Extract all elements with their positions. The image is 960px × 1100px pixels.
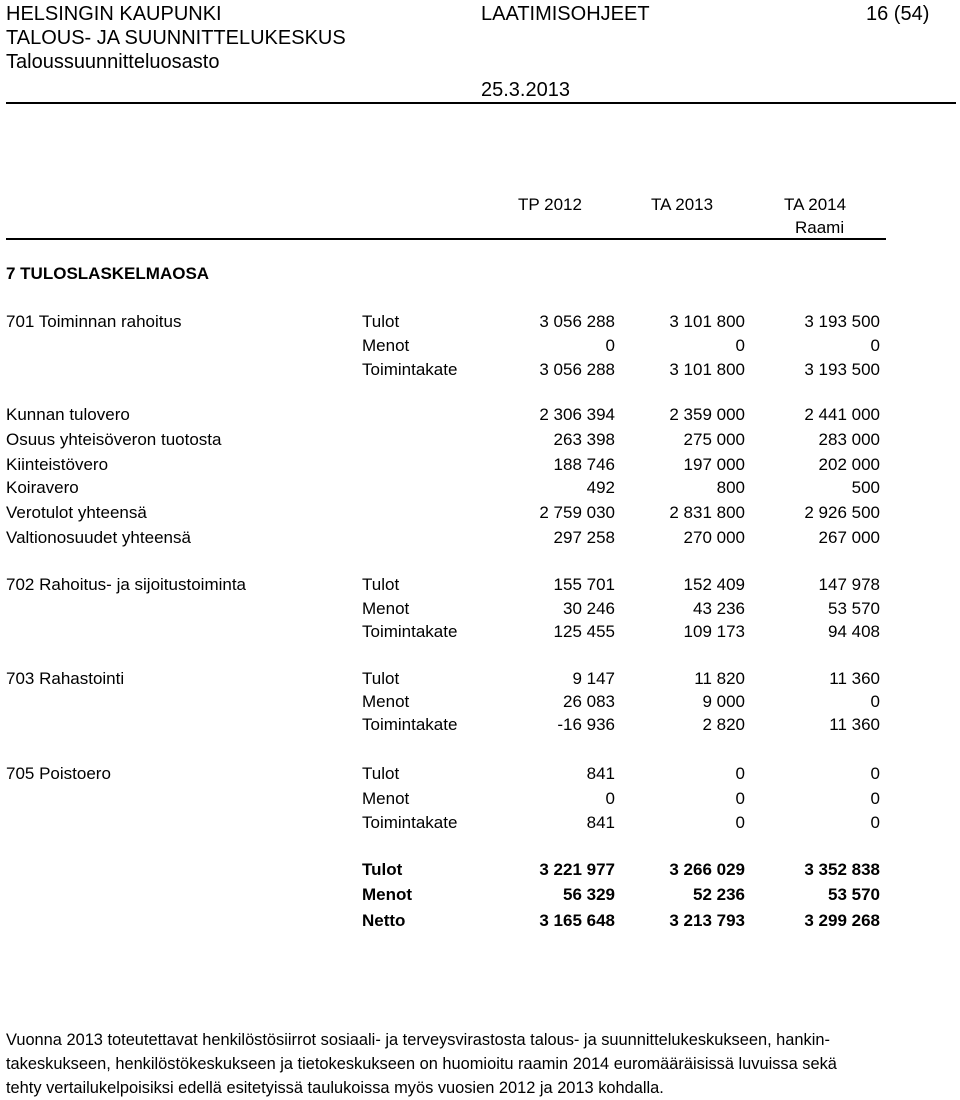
value-tp2012: 0 — [605, 336, 615, 355]
total-tp2012: 3 165 648 — [539, 911, 615, 930]
value-ta2014: 0 — [870, 336, 880, 355]
section-title: 7 TULOSLASKELMAOSA — [6, 264, 210, 283]
value-ta2014: 283 000 — [818, 430, 880, 449]
row-kind: Menot — [362, 692, 410, 711]
value-tp2012: 30 246 — [563, 599, 615, 618]
value-tp2012: 492 — [586, 478, 615, 497]
org-unit: Taloussuunnitteluosasto — [6, 51, 220, 73]
value-ta2013: 3 101 800 — [669, 312, 745, 331]
org-department: TALOUS- JA SUUNNITTELUKESKUS — [6, 27, 346, 49]
value-ta2014: 3 193 500 — [804, 360, 880, 379]
value-tp2012: 297 258 — [553, 528, 615, 547]
value-ta2014: 0 — [870, 764, 880, 783]
row-label: Osuus yhteisöveron tuotosta — [6, 430, 222, 449]
total-ta2013: 3 213 793 — [669, 911, 745, 930]
footer-line: takeskukseen, henkilöstökeskukseen ja tietokeskukseen on huomioitu raamin 2014 euromääräisissä luvuissa sekä — [6, 1055, 837, 1073]
value-ta2013: 2 359 000 — [669, 405, 745, 424]
row-kind: Tulot — [362, 312, 400, 331]
row-kind: Toimintakate — [362, 813, 458, 832]
value-tp2012: 2 759 030 — [539, 503, 615, 522]
row-kind: Toimintakate — [362, 715, 458, 734]
total-ta2013: 3 266 029 — [669, 860, 745, 879]
value-ta2014: 11 360 — [829, 669, 880, 688]
row-kind: Toimintakate — [362, 360, 458, 379]
value-ta2014: 3 193 500 — [804, 312, 880, 331]
value-ta2014: 202 000 — [818, 455, 880, 474]
value-tp2012: 3 056 288 — [539, 312, 615, 331]
row-kind: Toimintakate — [362, 622, 458, 641]
row-label: 703 Rahastointi — [6, 669, 125, 688]
value-ta2013: 2 820 — [702, 715, 745, 734]
value-ta2013: 275 000 — [683, 430, 745, 449]
value-tp2012: 9 147 — [572, 669, 615, 688]
row-label: Kiinteistövero — [6, 455, 109, 474]
value-ta2013: 3 101 800 — [669, 360, 745, 379]
value-ta2013: 11 820 — [694, 669, 745, 688]
org-name: HELSINGIN KAUPUNKI — [6, 3, 222, 25]
value-tp2012: 263 398 — [553, 430, 615, 449]
value-ta2014: 0 — [870, 813, 880, 832]
value-ta2014: 11 360 — [829, 715, 880, 734]
value-ta2013: 0 — [735, 813, 745, 832]
row-label: 705 Poistoero — [6, 764, 111, 783]
document-title: LAATIMISOHJEET — [481, 3, 650, 25]
value-ta2013: 152 409 — [683, 575, 745, 594]
total-ta2014: 53 570 — [828, 885, 880, 904]
row-label: Kunnan tulovero — [6, 405, 130, 424]
footer-line: Vuonna 2013 toteutettavat henkilöstösiirrot sosiaali- ja terveysvirastosta talous- ja suunnittelukeskukseen, hankin- — [6, 1031, 830, 1049]
value-ta2014: 94 408 — [828, 622, 880, 641]
page-number: 16 (54) — [866, 3, 930, 25]
value-tp2012: 841 — [586, 764, 615, 783]
value-tp2012: 3 056 288 — [539, 360, 615, 379]
total-ta2014: 3 352 838 — [804, 860, 880, 879]
value-tp2012: 188 746 — [553, 455, 615, 474]
value-ta2013: 270 000 — [683, 528, 745, 547]
row-label: Valtionosuudet yhteensä — [6, 528, 191, 547]
row-label: 701 Toiminnan rahoitus — [6, 312, 182, 331]
col-header-tp2012: TP 2012 — [518, 195, 582, 214]
value-ta2014: 267 000 — [818, 528, 880, 547]
value-tp2012: 155 701 — [553, 575, 615, 594]
row-label: 702 Rahoitus- ja sijoitustoiminta — [6, 575, 247, 594]
value-tp2012: 0 — [605, 789, 615, 808]
value-ta2013: 2 831 800 — [669, 503, 745, 522]
value-tp2012: -16 936 — [557, 715, 615, 734]
value-tp2012: 2 306 394 — [539, 405, 615, 424]
col-header-ta2013: TA 2013 — [651, 195, 714, 214]
footer-note — [6, 1028, 956, 1100]
col-header-ta2014-sub: Raami — [795, 218, 845, 237]
value-ta2014: 2 441 000 — [804, 405, 880, 424]
value-ta2014: 500 — [851, 478, 880, 497]
row-kind: Tulot — [362, 669, 400, 688]
total-ta2014: 3 299 268 — [804, 911, 880, 930]
total-tp2012: 3 221 977 — [539, 860, 615, 879]
value-ta2014: 0 — [870, 789, 880, 808]
row-kind: Menot — [362, 336, 410, 355]
value-ta2013: 197 000 — [683, 455, 745, 474]
document-date: 25.3.2013 — [481, 79, 570, 101]
value-ta2013: 0 — [735, 336, 745, 355]
column-header-rule — [6, 238, 886, 240]
value-ta2013: 9 000 — [702, 692, 745, 711]
value-ta2014: 53 570 — [828, 599, 880, 618]
row-label: Koiravero — [6, 478, 79, 497]
value-ta2013: 109 173 — [683, 622, 745, 641]
total-kind: Netto — [362, 911, 406, 930]
col-header-ta2014: TA 2014 — [784, 195, 847, 214]
value-ta2013: 0 — [735, 764, 745, 783]
row-kind: Menot — [362, 789, 410, 808]
footer-line: tehty vertailukelpoisiksi edellä esitetyissä taulukoissa myös vuosien 2012 ja 2013 kohdalla. — [6, 1079, 664, 1097]
row-kind: Tulot — [362, 575, 400, 594]
total-kind: Tulot — [362, 860, 403, 879]
row-label: Verotulot yhteensä — [6, 503, 147, 522]
value-tp2012: 125 455 — [553, 622, 615, 641]
total-kind: Menot — [362, 885, 413, 904]
row-kind: Tulot — [362, 764, 400, 783]
value-ta2013: 43 236 — [693, 599, 745, 618]
total-ta2013: 52 236 — [693, 885, 745, 904]
value-ta2013: 0 — [735, 789, 745, 808]
value-ta2014: 147 978 — [818, 575, 880, 594]
value-tp2012: 841 — [586, 813, 615, 832]
value-tp2012: 26 083 — [563, 692, 615, 711]
value-ta2013: 800 — [716, 478, 745, 497]
header-rule — [6, 102, 956, 104]
row-kind: Menot — [362, 599, 410, 618]
value-ta2014: 0 — [870, 692, 880, 711]
value-ta2014: 2 926 500 — [804, 503, 880, 522]
total-tp2012: 56 329 — [563, 885, 615, 904]
